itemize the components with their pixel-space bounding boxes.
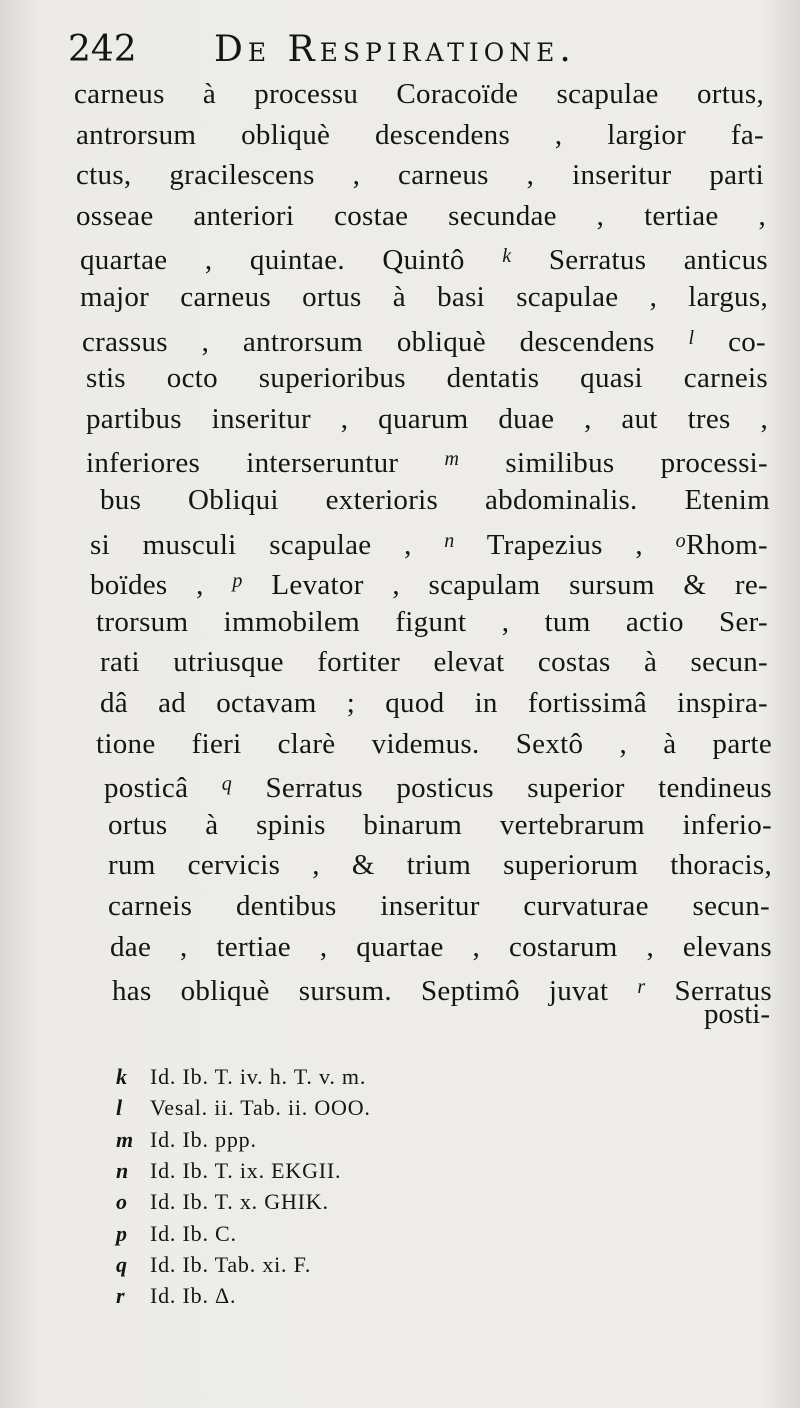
footnote — [116, 1250, 596, 1280]
line-text: stis octo superioribus dentatis quasi carneis — [86, 362, 768, 395]
text-line — [80, 277, 768, 317]
text-line — [100, 683, 768, 723]
text-line — [108, 886, 770, 926]
footnote-mark: r — [116, 1283, 126, 1309]
footnote — [116, 1156, 596, 1186]
footnote — [116, 1187, 596, 1217]
text-line — [86, 399, 768, 439]
text-line — [74, 74, 764, 114]
text-line — [110, 927, 772, 967]
line-text: antrorsum obliquè descendens , largior fa- — [76, 118, 764, 151]
line-text: boïdes , — [90, 569, 233, 602]
line-text: Levator , scapulam sursum & re- — [242, 569, 768, 602]
text-line — [76, 196, 766, 236]
text-line — [90, 561, 768, 601]
footnote-text: Vesal. ii. Tab. ii. OOO. — [150, 1095, 371, 1121]
line-text: carneis dentibus inseritur curvaturae secun- — [108, 890, 770, 922]
text-line — [96, 724, 772, 764]
line-text: trorsum immobilem figunt , tum actio Ser- — [96, 605, 768, 638]
footnote-reference-mark: r — [637, 976, 646, 999]
line-text: Rhom- — [685, 528, 768, 561]
catchword: posti- — [703, 998, 770, 1030]
line-text: has obliquè sursum. Septimô juvat — [112, 975, 638, 1008]
text-line — [86, 439, 768, 479]
footnote — [116, 1062, 596, 1092]
text-line — [96, 602, 768, 642]
text-line — [80, 236, 768, 276]
line-text: Serratus anticus — [511, 244, 768, 277]
footnote-mark: k — [116, 1064, 128, 1089]
text-line — [76, 155, 764, 195]
line-text: Serratus posticus superior tendineus — [232, 772, 772, 805]
text-line — [104, 764, 772, 804]
footnote-reference-mark: p — [232, 570, 243, 593]
footnote-mark: q — [116, 1251, 128, 1277]
line-text: tione fieri clarè videmus. Sextô , à parte — [96, 727, 772, 760]
footnote — [116, 1281, 596, 1311]
footnote-text: Id. Ib. T. ix. EKGII. — [150, 1157, 342, 1183]
line-text: partibus inseritur , quarum duae , aut tres , — [86, 402, 768, 435]
line-text: rati utriusque fortiter elevat costas à secun- — [100, 646, 768, 679]
text-line — [108, 845, 772, 885]
footnote-reference-mark: l — [688, 326, 695, 349]
footnote-reference-mark: o — [675, 529, 686, 552]
footnote-mark: m — [116, 1126, 134, 1152]
running-title: De Respiratione. — [214, 29, 576, 70]
footnote-text: Id. Ib. T. x. GHIK. — [150, 1189, 329, 1215]
footnote-text: Id. Ib. T. iv. h. T. v. m. — [150, 1064, 367, 1089]
footnote-text: Id. Ib. ppp. — [150, 1126, 257, 1152]
footnote — [116, 1093, 596, 1123]
footnote-mark: p — [116, 1220, 128, 1246]
footnote-mark: n — [116, 1157, 130, 1183]
footnote-reference-mark: m — [444, 448, 460, 471]
text-line — [100, 642, 768, 682]
line-text: major carneus ortus à basi scapulae , largus, — [80, 281, 768, 313]
line-text: ctus, gracilescens , carneus , inseritur parti — [76, 159, 764, 192]
page-number: 242 — [68, 29, 137, 70]
text-line — [112, 967, 772, 1007]
line-text: crassus , antrorsum obliquè descendens — [82, 325, 689, 358]
line-text: rum cervicis , & trium superiorum thoracis, — [108, 849, 772, 882]
line-text: similibus processi- — [459, 447, 768, 480]
text-line — [108, 805, 772, 845]
footnote-text: Id. Ib. C. — [150, 1220, 237, 1246]
footnote — [116, 1125, 596, 1155]
text-line — [90, 521, 768, 561]
line-text: quartae , quintae. Quintô — [80, 244, 503, 277]
line-text: Serratus — [645, 975, 772, 1008]
text-line — [76, 115, 764, 155]
line-text: bus Obliqui exterioris abdominalis. Etenim — [100, 484, 770, 516]
line-text: carneus à processu Coracoïde scapulae ortus, — [74, 78, 764, 110]
line-text: osseae anteriori costae secundae , tertiae , — [76, 199, 766, 232]
footnote-reference-mark: q — [221, 773, 233, 796]
footnote — [116, 1219, 596, 1249]
footnote-text: Id. Ib. Tab. xi. F. — [150, 1251, 312, 1277]
footnote-mark: o — [116, 1189, 128, 1215]
footnote-reference-mark: k — [502, 245, 512, 268]
text-line — [82, 318, 766, 358]
running-header — [68, 26, 768, 74]
line-text: dae , tertiae , quartae , costarum , elevans — [110, 930, 772, 963]
footnote-reference-mark: n — [444, 529, 455, 552]
line-text: posticâ — [104, 772, 222, 805]
text-line — [86, 358, 768, 398]
line-text: Trapezius , — [454, 528, 676, 561]
line-text: co- — [694, 325, 766, 358]
footnote-mark: l — [116, 1095, 123, 1121]
line-text: dâ ad octavam ; quod in fortissimâ inspira- — [100, 687, 768, 719]
line-text: ortus à spinis binarum vertebrarum inferio- — [108, 808, 772, 841]
line-text: inferiores interseruntur — [86, 447, 445, 480]
text-line — [100, 480, 770, 520]
line-text: si musculi scapulae , — [90, 528, 445, 561]
footnote-text: Id. Ib. Δ. — [150, 1283, 237, 1309]
